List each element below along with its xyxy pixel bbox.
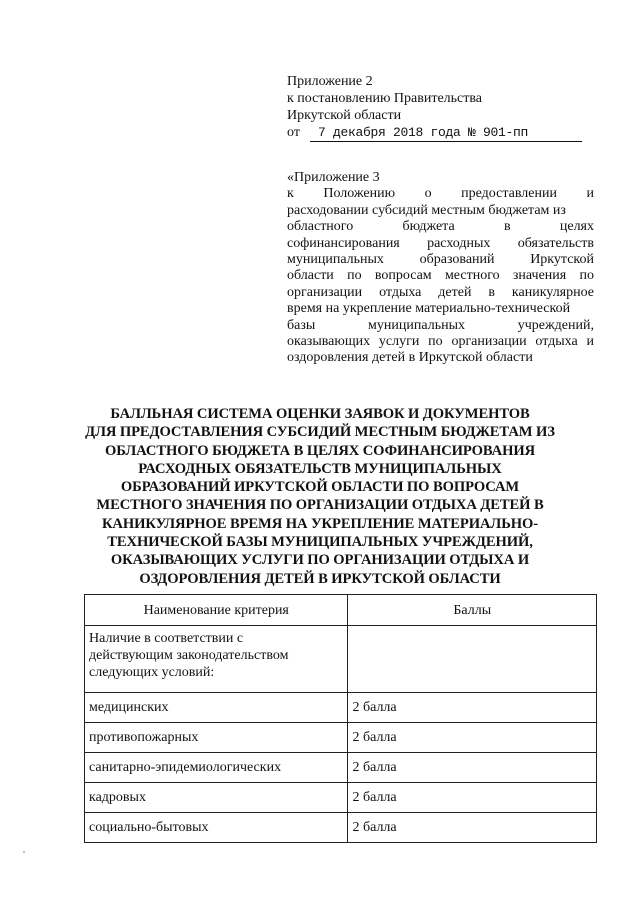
- column-header-criterion: Наименование критерия: [85, 595, 348, 626]
- appendix3-line: софинансирования расходных обязательств: [287, 235, 594, 251]
- criterion-cell: социально-бытовых: [85, 813, 348, 843]
- title-line: ОЗДОРОВЛЕНИЯ ДЕТЕЙ В ИРКУТСКОЙ ОБЛАСТИ: [139, 570, 501, 587]
- criterion-cell: кадровых: [85, 783, 348, 813]
- appendix3-title: «Приложение 3: [287, 170, 380, 185]
- appendix3-line: организации отдыха детей в каникулярное: [287, 284, 594, 300]
- points-cell: 2 балла: [348, 813, 597, 843]
- table-row: [85, 783, 597, 813]
- title-line: БАЛЛЬНАЯ СИСТЕМА ОЦЕНКИ ЗАЯВОК И ДОКУМЕНТОВ: [110, 406, 530, 422]
- appendix3-line: базы муниципальных учреждений,: [287, 317, 594, 333]
- document-title: [60, 405, 580, 588]
- scan-speck: [23, 851, 25, 853]
- title-line: ДЛЯ ПРЕДОСТАВЛЕНИЯ СУБСИДИЙ МЕСТНЫМ БЮДЖЕТАМ ИЗ: [85, 424, 555, 441]
- appendix3-line: оказывающих услуги по организации отдыха и: [287, 334, 594, 350]
- column-header-points: Баллы: [348, 595, 597, 626]
- appendix3-body: [287, 186, 594, 366]
- criterion-cell: санитарно-эпидемиологических: [85, 753, 348, 783]
- title-line: ОКАЗЫВАЮЩИХ УСЛУГИ ПО ОРГАНИЗАЦИИ ОТДЫХА И: [110, 552, 530, 569]
- decree-date-line: [287, 124, 587, 142]
- appendix3-line: расходовании субсидий местным бюджетам из: [287, 202, 566, 218]
- title-line: КАНИКУЛЯРНОЕ ВРЕМЯ НА УКРЕПЛЕНИЕ МАТЕРИАЛЬНО-: [101, 515, 539, 532]
- title-line: ОБРАЗОВАНИЙ ИРКУТСКОЙ ОБЛАСТИ ПО ВОПРОСАМ: [120, 479, 520, 496]
- intro-points-cell: [348, 626, 597, 693]
- appendix3-line: области по вопросам местного значения по: [287, 268, 594, 284]
- intro-line: следующих условий:: [89, 665, 215, 680]
- table-row: [85, 693, 597, 723]
- title-line: ТЕХНИЧЕСКОЙ БАЗЫ МУНИЦИПАЛЬНЫХ УЧРЕЖДЕНИЙ,: [107, 534, 533, 551]
- appendix3-line: оздоровления детей в Иркутской области: [287, 350, 533, 366]
- points-cell: 2 балла: [348, 753, 597, 783]
- intro-line: действующим законодательством: [89, 648, 289, 663]
- appendix-header-line: Приложение 2: [287, 74, 373, 89]
- title-line: РАСХОДНЫХ ОБЯЗАТЕЛЬСТВ МУНИЦИПАЛЬНЫХ: [138, 460, 502, 477]
- criterion-cell: противопожарных: [85, 723, 348, 753]
- title-line: МЕСТНОГО ЗНАЧЕНИЯ ПО ОРГАНИЗАЦИИ ОТДЫХА ДЕТЕЙ В: [96, 497, 544, 514]
- intro-line: Наличие в соответствии с: [89, 631, 244, 646]
- date-prefix: от: [287, 125, 300, 140]
- appendix3-line: областного бюджета в целях: [287, 219, 594, 235]
- points-cell: 2 балла: [348, 693, 597, 723]
- appendix3-block: [287, 170, 594, 367]
- table-header-row: [85, 595, 597, 626]
- appendix-header-line: к постановлению Правительства: [287, 91, 483, 106]
- criterion-cell: медицинских: [85, 693, 348, 723]
- title-line: ОБЛАСТНОГО БЮДЖЕТА В ЦЕЛЯХ СОФИНАНСИРОВАНИЯ: [104, 442, 536, 459]
- points-cell: 2 балла: [348, 723, 597, 753]
- points-cell: 2 балла: [348, 783, 597, 813]
- appendix3-line: муниципальных образований Иркутской: [287, 252, 594, 268]
- appendix-header-line: Иркутской области: [287, 108, 402, 123]
- table-row: [85, 723, 597, 753]
- table-row: [85, 813, 597, 843]
- appendix3-line: к Положению о предоставлении и: [287, 186, 594, 202]
- intro-cell: [85, 626, 348, 693]
- appendix3-line: время на укрепление материально-технической: [287, 301, 571, 317]
- appendix-header: [287, 73, 587, 142]
- decree-date-value: 7 декабря 2018 года № 901-пп: [310, 125, 582, 142]
- table-row: [85, 753, 597, 783]
- table-row-intro: [85, 626, 597, 693]
- criteria-table: [84, 594, 597, 843]
